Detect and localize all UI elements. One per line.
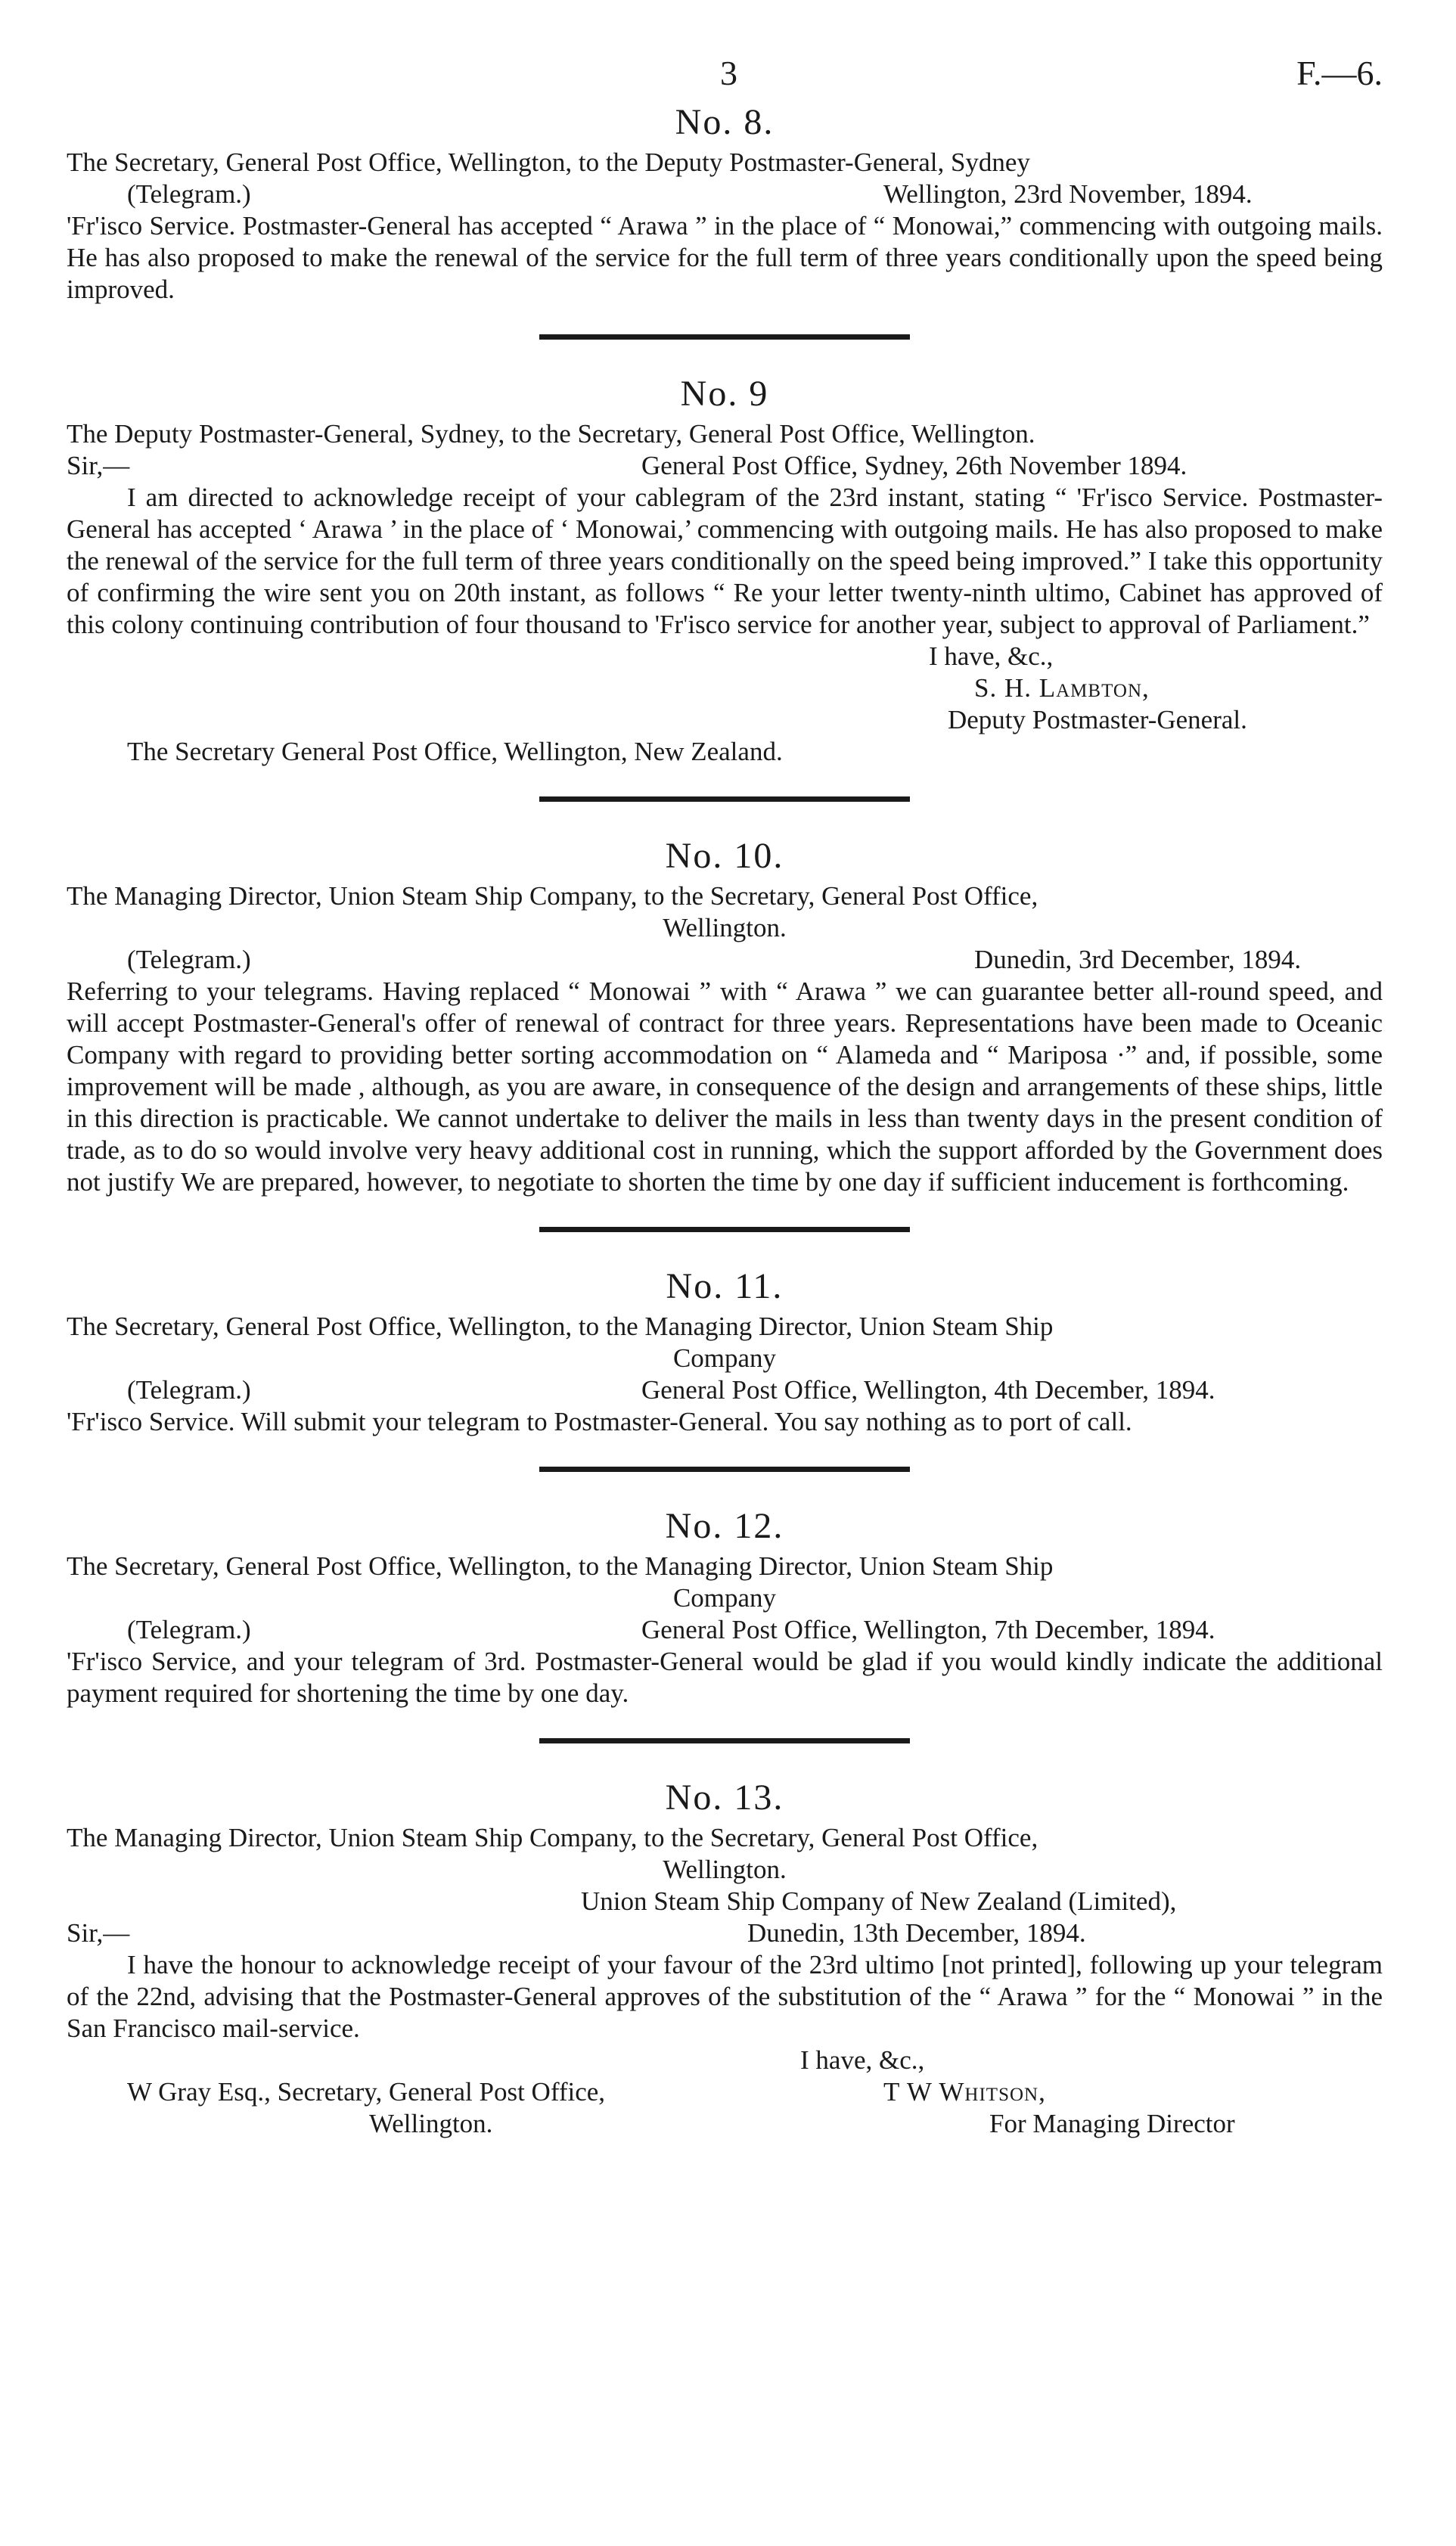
- dateline: General Post Office, Wellington, 4th December, 1894.: [641, 1375, 1215, 1405]
- signer-title: For Managing Director: [989, 2109, 1235, 2138]
- message-body: 'Fr'isco Service, and your telegram of 3rd. Postmaster-General would be glad if you would kindly indicate the additional payment required for shortening the time by one day.: [67, 1647, 1383, 1708]
- from-to-line: The Secretary, General Post Office, Wellington, to the Managing Director, Union Steam Ship: [67, 1312, 1054, 1341]
- dateline-row-1: [67, 1886, 1383, 1917]
- section-title: No. 10.: [665, 836, 784, 876]
- dateline: Dunedin, 13th December, 1894.: [747, 1918, 1086, 1948]
- section-no-12: [67, 1502, 1383, 1709]
- page-number: 3: [720, 54, 737, 92]
- dateline-row: [67, 1614, 1383, 1646]
- from-to-line: The Secretary, General Post Office, Wellington, to the Managing Director, Union Steam Ship: [67, 1551, 1054, 1581]
- from-to-line: The Managing Director, Union Steam Ship Company, to the Secretary, General Post Office,: [67, 1823, 1038, 1852]
- dateline-company: Union Steam Ship Company of New Zealand (Limited),: [581, 1886, 1177, 1916]
- dateline: General Post Office, Wellington, 7th December, 1894.: [641, 1615, 1215, 1644]
- section-divider: [539, 796, 910, 802]
- running-header: [67, 53, 1383, 98]
- dateline: General Post Office, Sydney, 26th November 1894.: [641, 451, 1187, 480]
- signer-row: [67, 672, 1383, 704]
- message-body: Referring to your telegrams. Having replaced “ Monowai ” with “ Arawa ” we can guarantee better all-round speed, and will accept Postmaster-General's offer of renewal of contract for three years. Representations have been made to Oceanic Company with regard to providing better sorting accommodation on “ Alameda and “ Mariposa ·” and, if possible, some improvement will be made , although, as you are aware, in consequence of the design and arrangements of these ships, little in this direction is practicable. We cannot undertake to deliver the mails in less than twenty days in the present condition of trade, as to do so would involve very heavy additional cost in running, which the support afforded by the Government does not justify We are prepared, however, to negotiate to shorten the time by one day if sufficient inducement is forthcoming.: [67, 976, 1383, 1197]
- closing-row: [67, 2045, 1383, 2076]
- closing: I have, &c.,: [800, 2045, 925, 2075]
- message-body: 'Fr'isco Service. Will submit your telegram to Postmaster-General. You say nothing as to port of call.: [67, 1407, 1132, 1436]
- message-body: I am directed to acknowledge receipt of your cablegram of the 23rd instant, stating “ 'Fr'isco Service. Postmaster-General has accepted ‘ Arawa ’ in the place of ‘ Monowai,’ commencing with outgoing mails. He has also proposed to make the renewal of the service for the full term of three years conditionally on the speed being improved.” I take this opportunity of confirming the wire sent you on 20th instant, as follows “ Re your letter twenty-ninth ultimo, Cabinet has approved of this colony continuing contribution of four thousand to 'Fr'isco service for another year, subject to approval of Parliament.”: [67, 483, 1383, 639]
- dateline-row-2: [67, 1917, 1383, 1949]
- section-title: No. 9: [680, 374, 769, 414]
- from-to-continuation: Wellington.: [663, 913, 787, 942]
- from-to-continuation: Company: [672, 1343, 777, 1373]
- telegram-label: (Telegram.): [127, 1615, 251, 1644]
- signer-name: S. H. Lambton,: [974, 673, 1150, 703]
- from-to-line: The Managing Director, Union Steam Ship Company, to the Secretary, General Post Office,: [67, 881, 1038, 911]
- signer-title-row: [67, 704, 1383, 736]
- dateline: Wellington, 23rd November, 1894.: [883, 179, 1253, 209]
- from-to-line: The Deputy Postmaster-General, Sydney, to the Secretary, General Post Office, Wellington.: [67, 419, 1035, 449]
- dateline-row: [67, 179, 1383, 210]
- document-page: [67, 53, 1383, 2140]
- section-no-13: [67, 1774, 1383, 2140]
- dateline: Dunedin, 3rd December, 1894.: [974, 945, 1302, 974]
- section-no-8: [67, 98, 1383, 306]
- section-no-9: [67, 370, 1383, 768]
- section-divider: [539, 1738, 910, 1743]
- addressee-signer-row: [67, 2076, 1383, 2108]
- section-title: No. 13.: [665, 1778, 784, 1818]
- signer-title: Deputy Postmaster-General.: [948, 705, 1247, 734]
- section-divider: [539, 334, 910, 340]
- telegram-label: (Telegram.): [127, 1375, 251, 1405]
- section-no-10: [67, 832, 1383, 1198]
- signer-name: T W Whitson,: [883, 2077, 1046, 2107]
- telegram-label: (Telegram.): [127, 945, 251, 974]
- addressee-city: Wellington.: [369, 2109, 493, 2138]
- from-to-continuation: Wellington.: [663, 1855, 787, 1884]
- closing-row: [67, 641, 1383, 672]
- from-to-continuation: Company: [672, 1583, 777, 1613]
- salutation: Sir,—: [67, 451, 130, 480]
- message-body: I have the honour to acknowledge receipt of your favour of the 23rd ultimo [not printed], following up your telegram of the 22nd, advising that the Postmaster-General approves of the substitution of the “ Arawa ” for the “ Monowai ” in the San Francisco mail-service.: [67, 1950, 1383, 2043]
- salutation: Sir,—: [67, 1918, 130, 1948]
- dateline-row: [67, 1374, 1383, 1406]
- addressee-row: [67, 736, 1383, 768]
- section-title: No. 12.: [665, 1506, 784, 1546]
- section-title: No. 8.: [675, 102, 775, 142]
- section-no-11: [67, 1262, 1383, 1438]
- addressee: The Secretary General Post Office, Wellington, New Zealand.: [127, 737, 783, 766]
- from-to-line: The Secretary, General Post Office, Wellington, to the Deputy Postmaster-General, Sydney: [67, 147, 1030, 177]
- addressee-signer-title-row: [67, 2108, 1383, 2140]
- section-title: No. 11.: [666, 1266, 784, 1306]
- section-divider: [539, 1227, 910, 1232]
- addressee: W Gray Esq., Secretary, General Post Office,: [127, 2077, 606, 2107]
- section-divider: [539, 1467, 910, 1472]
- document-reference: F.—6.: [1296, 54, 1383, 92]
- dateline-row: [67, 944, 1383, 976]
- dateline-row: [67, 450, 1383, 482]
- closing: I have, &c.,: [929, 641, 1054, 671]
- message-body: 'Fr'isco Service. Postmaster-General has accepted “ Arawa ” in the place of “ Monowai,” commencing with outgoing mails. He has also proposed to make the renewal of the service for the full term of three years conditionally upon the speed being improved.: [67, 211, 1383, 304]
- telegram-label: (Telegram.): [127, 179, 251, 209]
